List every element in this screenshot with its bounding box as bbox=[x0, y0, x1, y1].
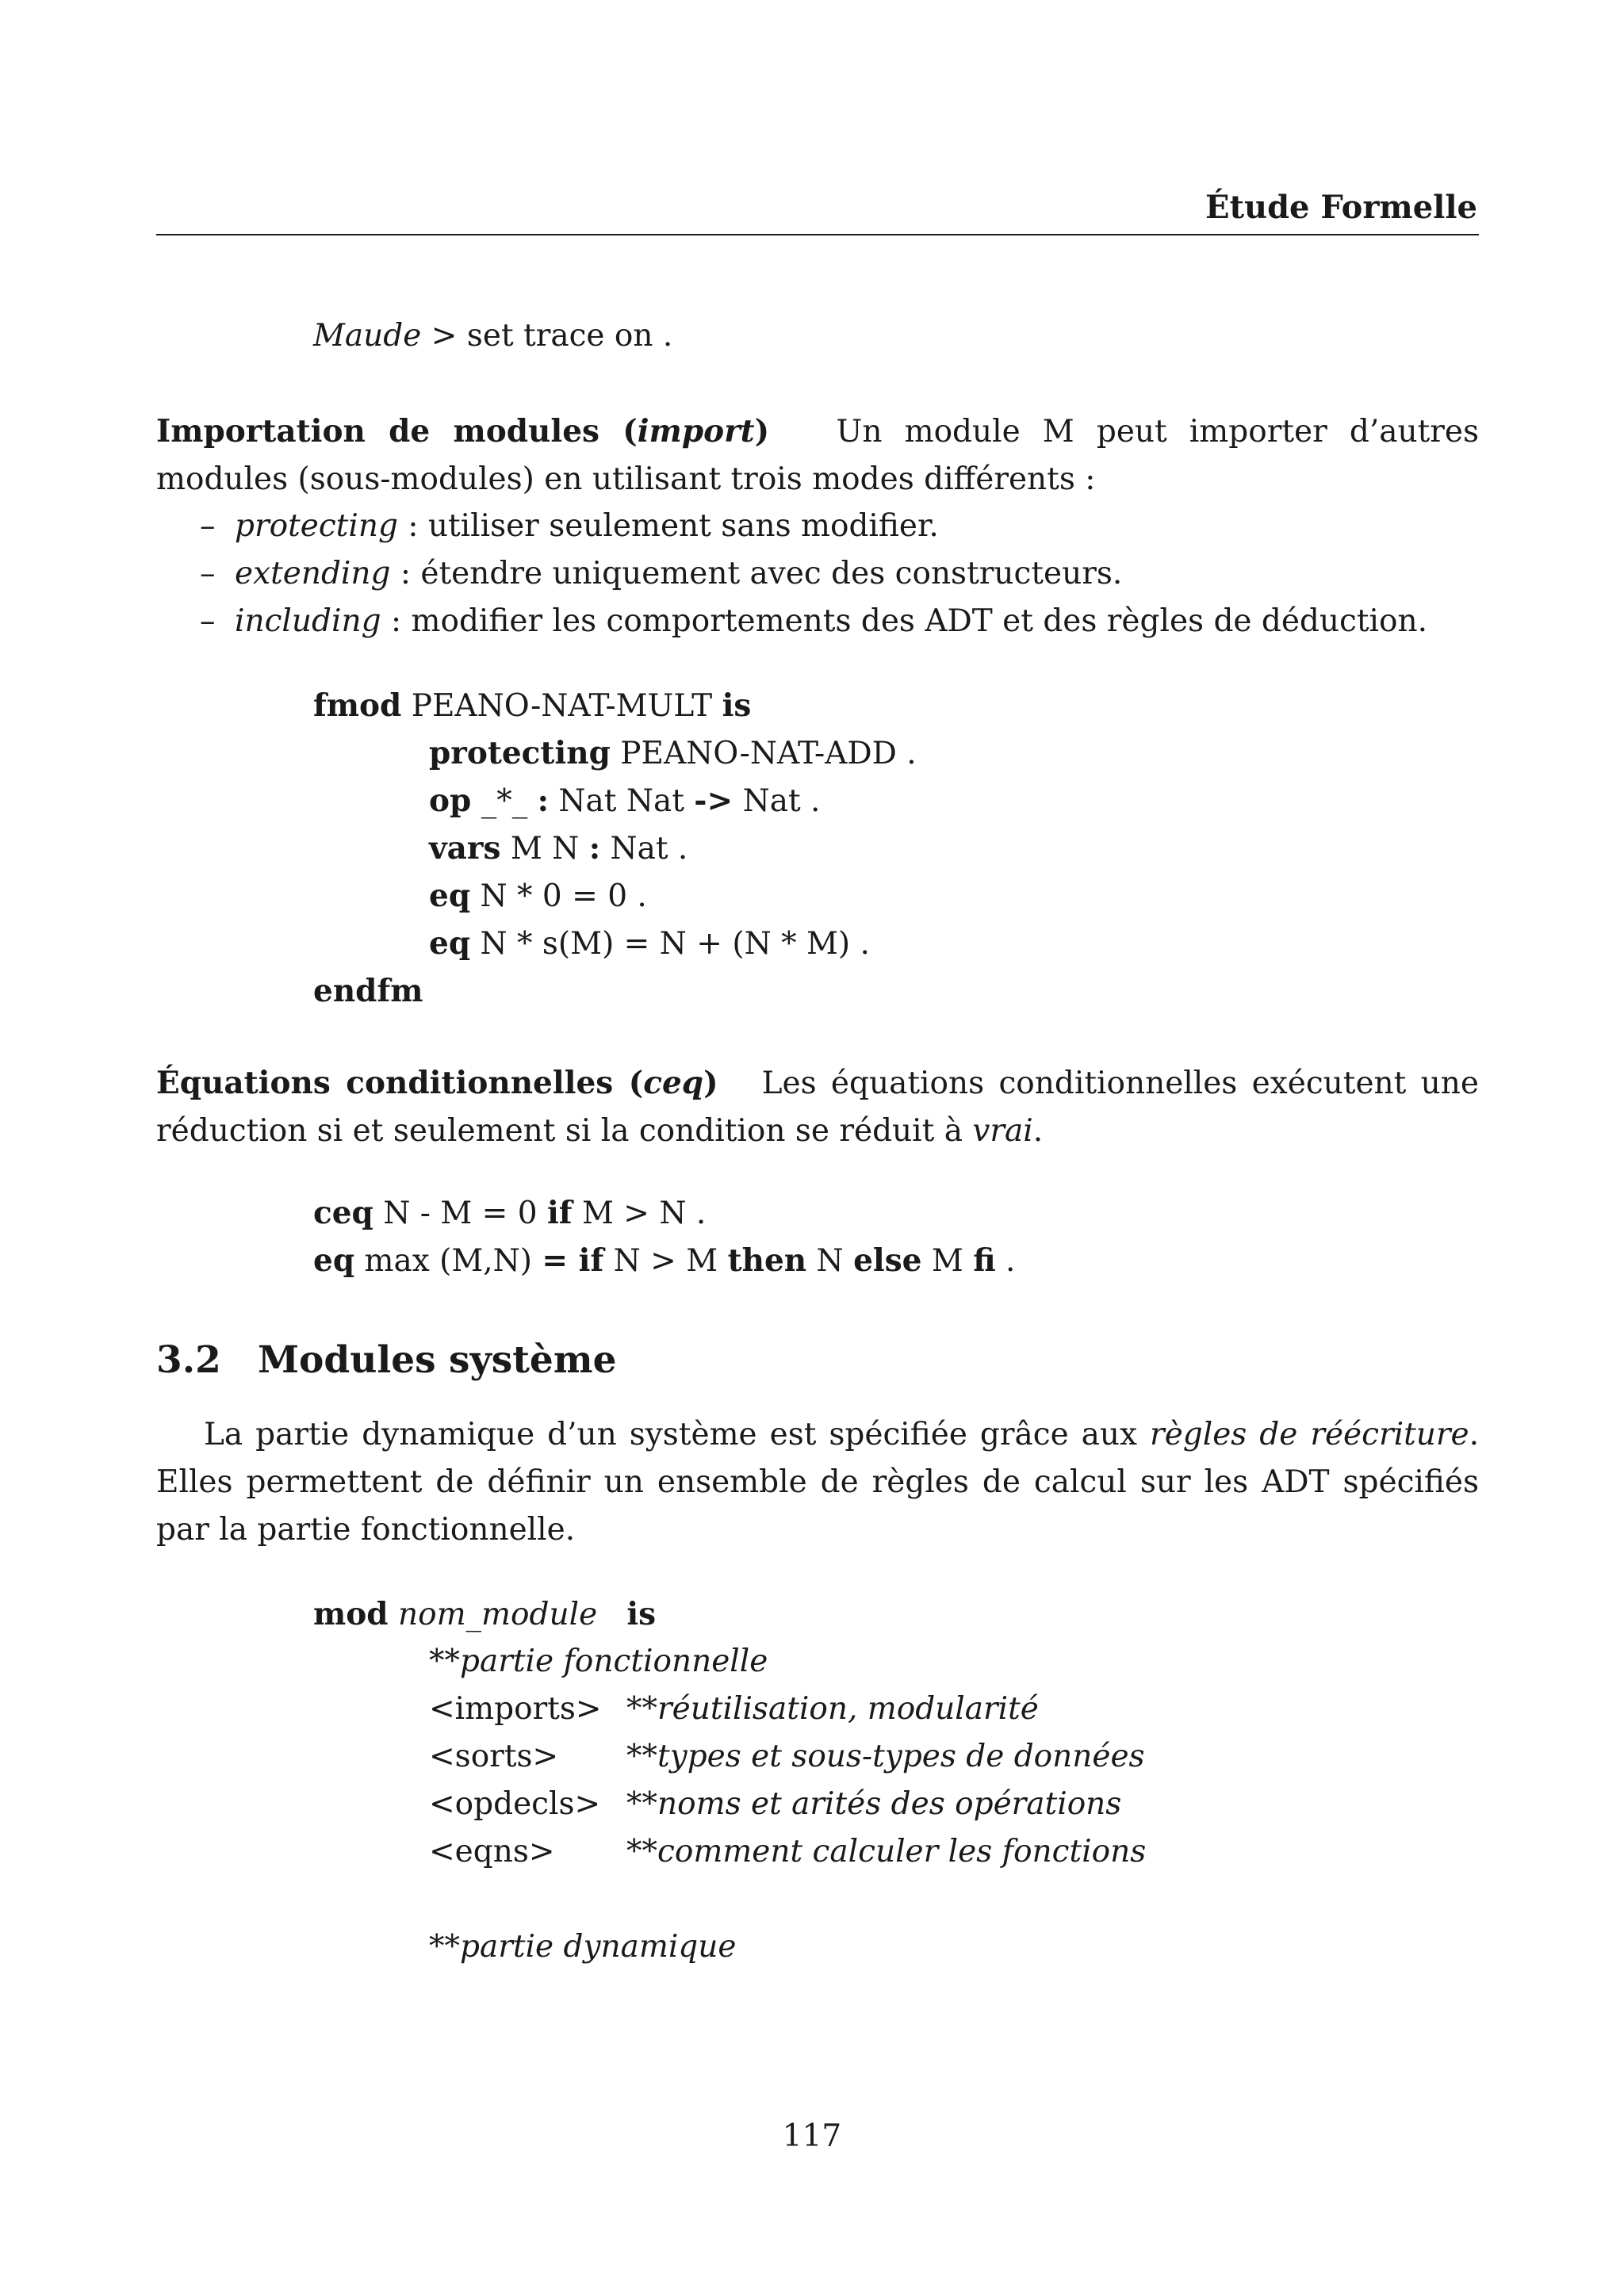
code-line: protecting PEANO-NAT-ADD . bbox=[429, 735, 917, 771]
code-comment: **comment calculer les fonctions bbox=[626, 1834, 1147, 1869]
ceq-paragraph: Équations conditionnelles (ceq) Les équations conditionnelles exécutent une réduction si et seulement si la condition se réduit à vrai. bbox=[156, 1065, 1479, 1149]
trace-symbol: > bbox=[431, 318, 458, 354]
section-number: 3.2 bbox=[156, 1338, 221, 1382]
code-line: op _*_ : Nat Nat -> Nat . bbox=[429, 783, 821, 819]
code-row bbox=[429, 1828, 1222, 1876]
list-dash: – bbox=[200, 556, 216, 591]
code-line: eq max (M,N) = if N > M then N else M fi . bbox=[313, 1242, 1016, 1279]
code-tag: <imports> bbox=[429, 1691, 602, 1727]
import-heading: Importation de modules (import) bbox=[156, 413, 770, 450]
list-item bbox=[200, 598, 1427, 645]
list-desc: : modifier les comportements des ADT et des règles de déduction. bbox=[381, 603, 1427, 639]
ceq-heading: Équations conditionnelles (ceq) bbox=[156, 1065, 718, 1101]
list-dash: – bbox=[200, 508, 216, 544]
import-paragraph bbox=[156, 408, 1479, 503]
code-line: eq N * s(M) = N + (N * M) . bbox=[429, 925, 870, 962]
code-line: mod nom_module is bbox=[313, 1596, 657, 1632]
list-desc: : étendre uniquement avec des constructeurs. bbox=[390, 556, 1123, 591]
section-paragraph: La partie dynamique d’un système est spécifiée grâce aux règles de réécriture. Elles permettent de définir un ensemble de règles de calcul sur les ADT spécifiés par la partie fonctionnelle. bbox=[156, 1417, 1480, 1548]
list-item bbox=[200, 550, 1122, 598]
code-line: ceq N - M = 0 if M > N . bbox=[313, 1195, 707, 1231]
trace-command-line bbox=[313, 312, 672, 360]
code-tag: <eqns> bbox=[429, 1834, 555, 1869]
list-item bbox=[200, 503, 939, 550]
code-line: vars M N : Nat . bbox=[429, 830, 688, 867]
code-tag: <opdecls> bbox=[429, 1786, 601, 1822]
list-term: including bbox=[235, 603, 381, 639]
code-row bbox=[429, 1733, 1222, 1781]
list-desc: : utiliser seulement sans modifier. bbox=[397, 508, 939, 544]
code-comment: **noms et arités des opérations bbox=[626, 1786, 1122, 1822]
code-comment: **partie dynamique bbox=[429, 1929, 737, 1965]
list-term: extending bbox=[235, 556, 391, 591]
code-comment: **types et sous-types de données bbox=[626, 1739, 1145, 1774]
header-rule bbox=[156, 234, 1479, 235]
section-title-text: Modules système bbox=[258, 1338, 617, 1382]
trace-command: set trace on . bbox=[466, 318, 673, 354]
code-tag: <sorts> bbox=[429, 1739, 559, 1774]
page-number: 117 bbox=[782, 2118, 842, 2154]
list-term: protecting bbox=[235, 508, 398, 544]
code-comment: **réutilisation, modularité bbox=[626, 1691, 1039, 1727]
section-heading bbox=[156, 1338, 616, 1382]
import-text: Un module M peut importer d’autres modules (sous-modules) en utilisant trois modes différents : bbox=[156, 414, 1479, 497]
code-line: endfm bbox=[313, 973, 423, 1009]
code-line: fmod PEANO-NAT-MULT is bbox=[313, 687, 752, 724]
code-comment: **partie fonctionnelle bbox=[429, 1644, 768, 1679]
running-header-title: Étude Formelle bbox=[1205, 189, 1477, 226]
trace-prompt: Maude bbox=[313, 318, 422, 354]
code-row bbox=[429, 1781, 1222, 1828]
list-dash: – bbox=[200, 603, 216, 639]
code-row bbox=[429, 1686, 1222, 1733]
code-line: eq N * 0 = 0 . bbox=[429, 878, 647, 914]
